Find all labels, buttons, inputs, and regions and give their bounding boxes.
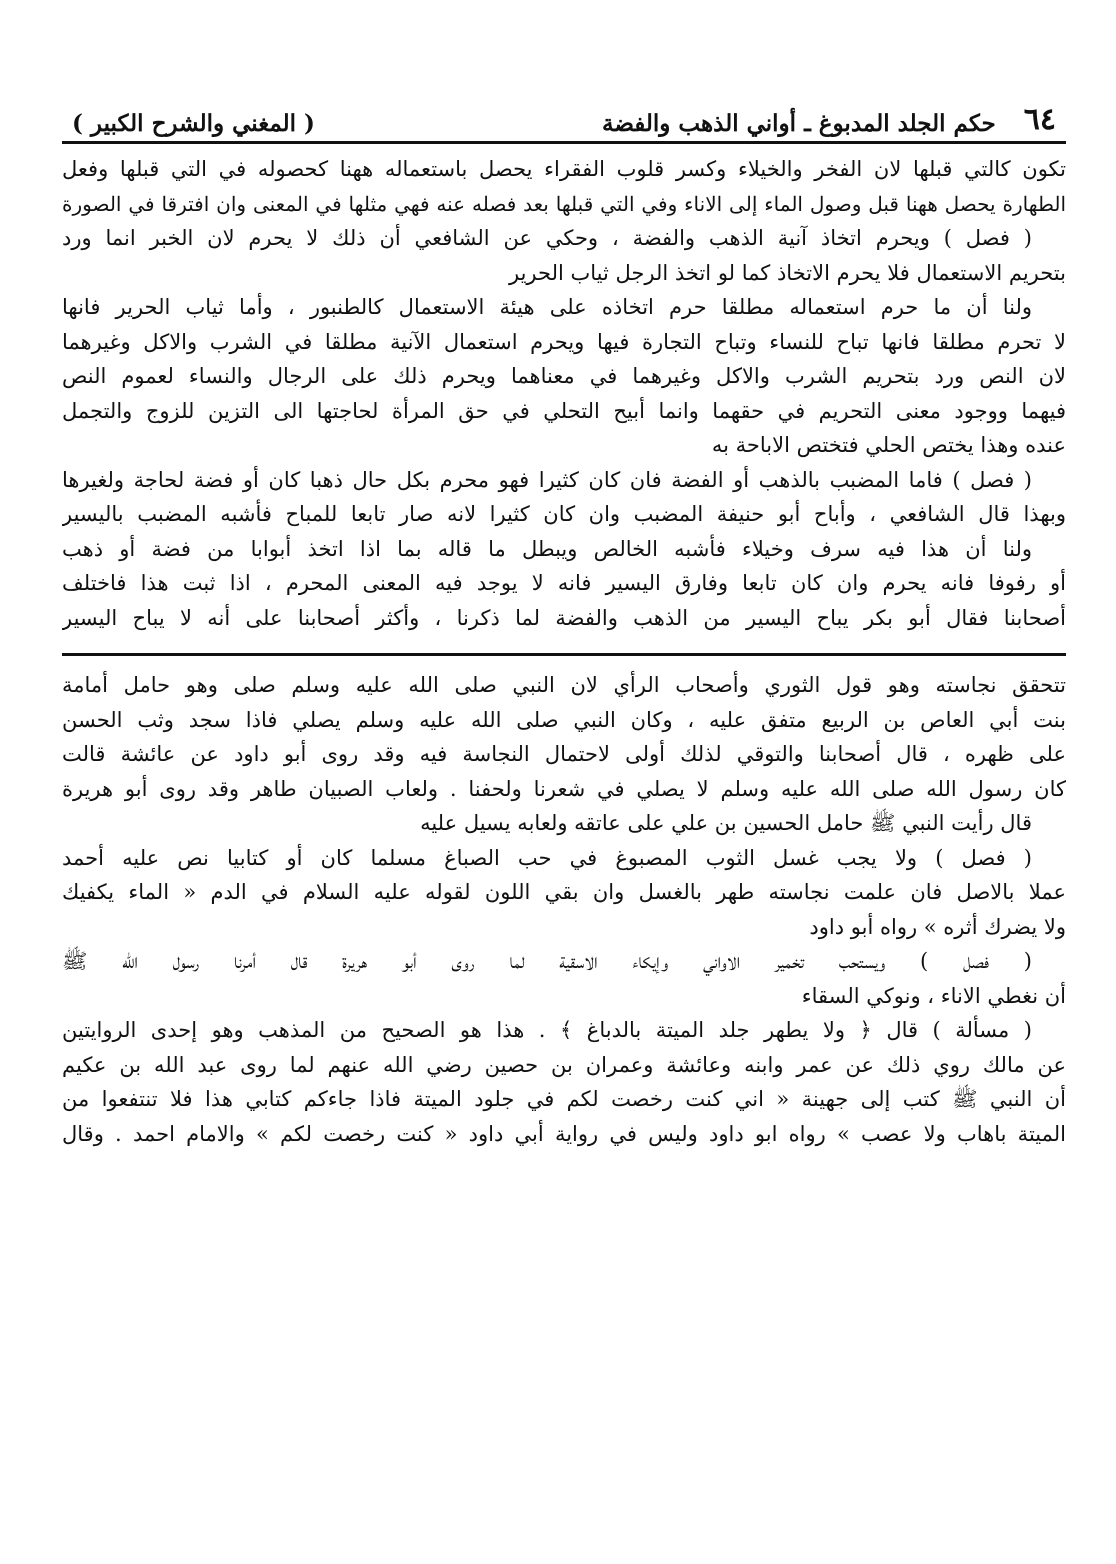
commentary-text bbox=[62, 668, 1066, 1151]
main-line: بتحريم الاستعمال فلا يحرم الاتخاذ كما لو اتخذ الرجل ثياب الحرير bbox=[509, 260, 1066, 285]
main-line: الطهارة يحصل ههنا قبل وصول الماء إلى الاناء وفي التي قبلها بعد فصله عنه فهي مثلها في المعنى وان افترقا في الصورة bbox=[62, 191, 1066, 216]
commentary-line: ( فصل ) ولا يجب غسل الثوب المصبوغ في حب الصباغ مسلما كان أو كتابيا نص عليه أحمد bbox=[62, 845, 1032, 870]
main-line: ولنا أن هذا فيه سرف وخيلاء فأشبه الخالص ويبطل ما قاله بما اذا اتخذ أبوابا من فضة أو ذهب bbox=[62, 536, 1032, 561]
book-page bbox=[62, 96, 1066, 1151]
main-line: لا تحرم مطلقا فانها تباح للنساء وتباح التجارة فيها ويحرم استعمال الآنية مطلقا في الشرب والاكل وغيرهما bbox=[62, 329, 1066, 354]
main-text bbox=[62, 152, 1066, 635]
commentary-line: ( فصل ) ويستحب تخمير الاواني وإيكاء الاسقية لما روى أبو هريرة قال أمرنا رسول الله ﷺ bbox=[62, 949, 1032, 973]
main-line: أو رفوفا فانه يحرم وان كان تابعا وفارق اليسير فانه لا يوجد فيه المعنى المحرم ، اذا ثبت هذا فاختلف bbox=[62, 571, 1066, 595]
commentary-line: أن النبي ﷺ كتب إلى جهينة « اني كنت رخصت لكم في جلود الميتة فاذا جاءكم كتابي هذا فلا تنتفعوا من bbox=[62, 1087, 1066, 1111]
main-line: فيهما ووجود معنى التحريم في حقهما وانما أبيح التحلي في حق المرأة لحاجتها الى التزين للزوج والتجمل bbox=[62, 398, 1066, 423]
main-line: وبهذا قال الشافعي ، وأباح أبو حنيفة المضبب وان كان كثيرا لانه صار تابعا للمباح فأشبه المضبب باليسير bbox=[62, 502, 1066, 526]
commentary-line: أن نغطي الاناء ، ونوكي السقاء bbox=[801, 983, 1066, 1008]
main-line: ( فصل ) ويحرم اتخاذ آنية الذهب والفضة ، وحكي عن الشافعي أن ذلك لا يحرم لان الخبر انما ورد bbox=[62, 226, 1032, 250]
main-line: تكون كالتي قبلها لان الفخر والخيلاء وكسر قلوب الفقراء يحصل باستعماله ههنا كحصوله في التي قبلها وفعل bbox=[62, 157, 1066, 181]
commentary-line: الميتة باهاب ولا عصب » رواه ابو داود وليس في رواية أبي داود « كنت رخصت لكم » والامام احمد . وقال bbox=[62, 1121, 1066, 1146]
commentary-line: كان رسول الله صلى الله عليه وسلم لا يصلي في شعرنا ولحفنا . ولعاب الصبيان طاهر وقد روى أبو هريرة bbox=[62, 776, 1066, 801]
commentary-line: عن مالك روي ذلك عن عمر وابنه وعائشة وعمران بن حصين رضي الله عنهم لما روى عبد الله بن عكيم bbox=[62, 1052, 1066, 1077]
page-number: ٦٤ bbox=[1023, 102, 1056, 137]
commentary-line: تتحقق نجاسته وهو قول الثوري وأصحاب الرأي لان النبي صلى الله عليه وسلم صلى وهو حامل أمامة bbox=[62, 673, 1066, 697]
main-line: أصحابنا فقال أبو بكر يباح اليسير من الذهب والفضة لما ذكرنا ، وأكثر أصحابنا على أنه لا يباح اليسير bbox=[62, 605, 1066, 630]
commentary-line: على ظهره ، قال أصحابنا والتوقي لذلك أولى لاحتمال النجاسة فيه وقد روى أبو داود عن عائشة قالت bbox=[62, 742, 1066, 766]
section-divider bbox=[62, 653, 1066, 656]
commentary-line: بنت أبي العاص بن الربيع متفق عليه ، وكان النبي صلى الله عليه وسلم يصلي فاذا سجد وثب الحسن bbox=[62, 707, 1066, 732]
commentary-line: عملا بالاصل فان علمت نجاسته طهر بالغسل وان بقي اللون لقوله عليه السلام في الدم « الماء يكفيك bbox=[62, 880, 1066, 904]
main-line: عنده وهذا يختص الحلي فتختص الاباحة به bbox=[711, 433, 1066, 457]
page-header bbox=[62, 96, 1066, 144]
page-title: حكم الجلد المدبوغ ـ أواني الذهب والفضة bbox=[601, 110, 996, 137]
commentary-line: ( مسألة ) قال ﴿ ولا يطهر جلد الميتة بالدباغ ﴾ . هذا هو الصحيح من المذهب وهو إحدى الروايتين bbox=[62, 1018, 1032, 1042]
main-line: لان النص ورد بتحريم الشرب والاكل وغيرهما في معناهما ويحرم ذلك على الرجال والنساء لعموم النص bbox=[62, 364, 1066, 388]
main-line: ولنا أن ما حرم استعماله مطلقا حرم اتخاذه على هيئة الاستعمال كالطنبور ، وأما ثياب الحرير فانها bbox=[62, 295, 1032, 319]
commentary-line: ولا يضرك أثره » رواه أبو داود bbox=[809, 914, 1066, 939]
commentary-line: قال رأيت النبي ﷺ حامل الحسين بن علي على عاتقه ولعابه يسيل عليه bbox=[420, 811, 1032, 835]
book-title: ( المغني والشرح الكبير ) bbox=[72, 110, 315, 137]
main-line: ( فصل ) فاما المضبب بالذهب أو الفضة فان كان كثيرا فهو محرم بكل حال ذهبا كان أو فضة لحاجة ولغيرها bbox=[62, 467, 1032, 492]
